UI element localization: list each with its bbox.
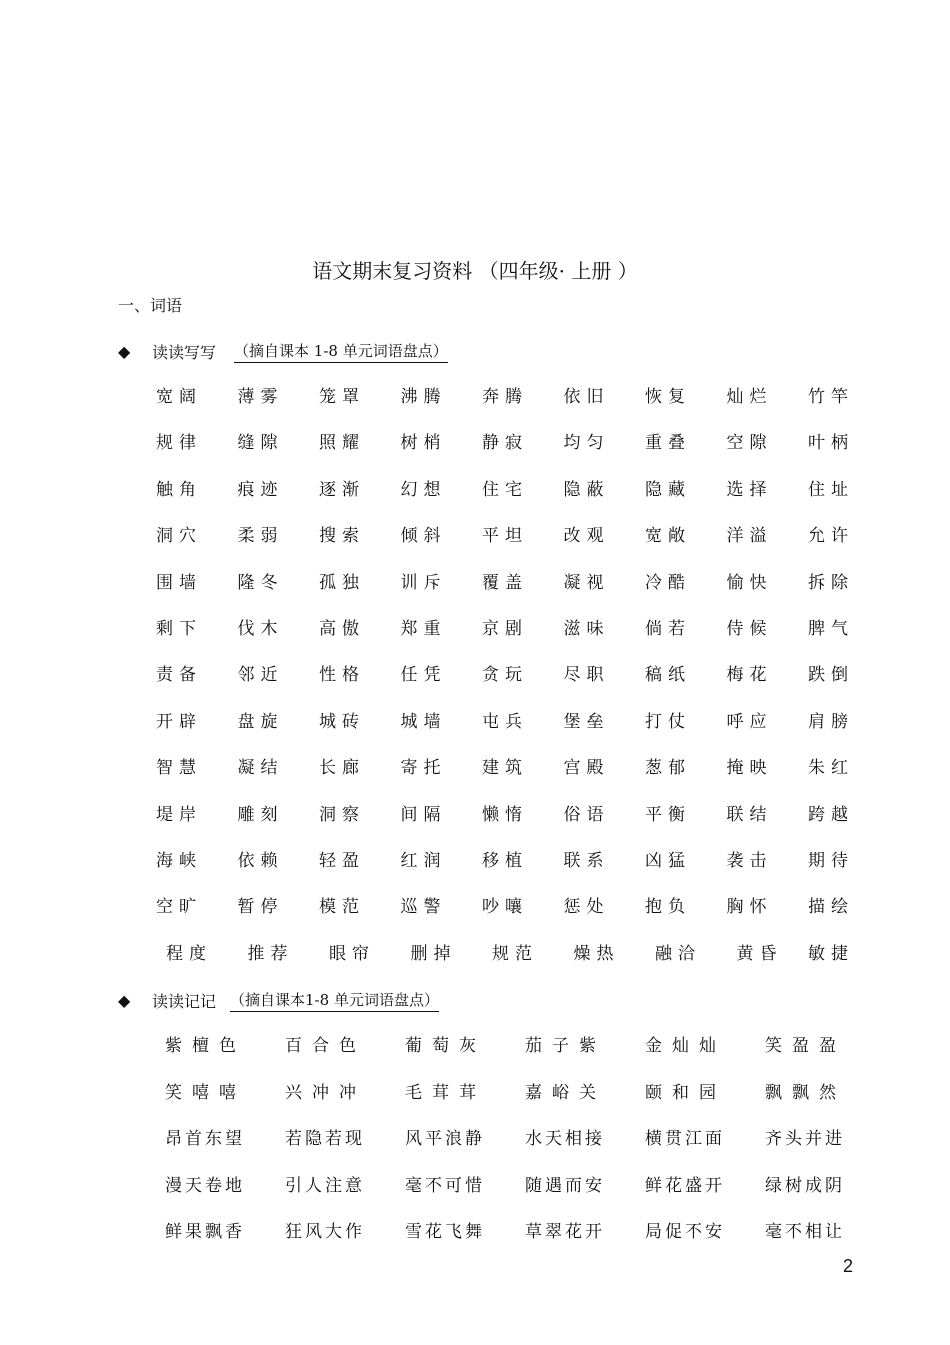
word: 智慧 [156,758,202,779]
word: 鲜花盛开 [645,1175,725,1196]
word: 叶柄 [808,433,854,454]
diamond-bullet-icon: ◆ [118,342,131,361]
word: 朱红 [808,758,854,779]
word: 空旷 [156,897,202,918]
word: 笑盈盈 [765,1036,846,1056]
word: 肩膀 [808,711,854,732]
word: 雕刻 [237,804,284,825]
word: 剩下 [156,618,202,639]
word: 责备 [156,665,202,686]
word: 掩映 [726,758,773,779]
word: 堡垒 [563,711,610,732]
word: 嘉峪关 [525,1082,606,1103]
word: 允许 [808,526,854,547]
word: 红润 [400,850,447,871]
word: 任凭 [400,665,447,686]
word: 葡萄灰 [405,1036,486,1056]
word: 隐蔽 [563,479,610,500]
word: 平衡 [645,804,691,825]
word: 局促不安 [645,1222,725,1243]
word: 灿烂 [726,387,773,407]
word: 间隔 [400,804,447,825]
word: 树梢 [400,433,447,454]
word: 百合色 [285,1036,366,1056]
word: 绿树成阴 [765,1175,845,1196]
subsection-label: 读读写写 [152,343,217,362]
word: 触角 [156,479,202,500]
word: 建筑 [482,758,528,779]
word: 训斥 [400,572,447,593]
word: 眼帘 [329,943,375,964]
word: 重叠 [645,433,691,454]
word: 期待 [808,850,854,871]
word: 隐藏 [645,479,691,500]
word: 邻近 [237,665,284,686]
word: 幻想 [400,479,447,500]
word: 茄子紫 [525,1036,606,1056]
word: 跌倒 [808,665,854,686]
word: 奔腾 [482,387,528,407]
word: 高傲 [319,618,365,639]
word: 水天相接 [525,1129,605,1150]
word: 住宅 [482,479,528,500]
word: 兴冲冲 [285,1082,366,1103]
word: 依赖 [237,850,284,871]
subsection-read-write [118,340,448,363]
word: 毫不相让 [765,1222,845,1243]
word: 洞穴 [156,526,202,547]
word: 凶猛 [645,850,691,871]
word: 围墙 [156,572,202,593]
word: 宽敞 [645,526,691,547]
word-grid-read-write [156,382,856,985]
word: 梅花 [726,665,773,686]
word: 拆除 [808,572,854,593]
word: 吵嚷 [482,897,528,918]
word: 金灿灿 [645,1036,726,1056]
word: 改观 [563,526,610,547]
word: 联系 [563,850,610,871]
word: 滋味 [563,618,610,639]
word: 雪花飞舞 [405,1222,485,1243]
word-grid-read-remember [165,1031,865,1264]
word: 暂停 [237,897,284,918]
word: 狂风大作 [285,1222,365,1243]
word: 跨越 [808,804,854,825]
word: 沸腾 [400,387,447,407]
word: 倘若 [645,618,691,639]
word: 寄托 [400,758,447,779]
word: 洋溢 [726,526,773,547]
word: 呼应 [726,711,773,732]
word: 郑重 [400,618,447,639]
word: 屯兵 [482,711,528,732]
word: 逐渐 [319,479,365,500]
word: 规律 [156,433,202,454]
word: 开辟 [156,711,202,732]
word: 俗语 [563,804,610,825]
word: 抱负 [645,897,691,918]
word: 若隐若现 [285,1129,365,1150]
word: 轻盈 [319,850,365,871]
word: 横贯江面 [645,1129,725,1150]
word: 住址 [808,479,854,500]
word: 草翠花开 [525,1222,605,1243]
word: 堤岸 [156,804,202,825]
word: 打仗 [645,711,691,732]
word: 风平浪静 [405,1129,485,1150]
word: 尽职 [563,665,610,686]
word: 移植 [482,850,528,871]
word: 齐头并进 [765,1129,845,1150]
subsection-source: （摘自课本 1-8 单元词语盘点） [234,340,448,363]
word: 紫檀色 [165,1036,246,1056]
page-number: 2 [842,1256,853,1276]
word: 冷酷 [645,572,691,593]
word: 恢复 [645,387,691,407]
word: 飘飘然 [765,1082,846,1103]
word: 城砖 [319,711,365,732]
word: 删掉 [410,943,457,964]
word: 胸怀 [726,897,773,918]
word: 侍候 [726,618,773,639]
subsection-source: （摘自课本1-8 单元词语盘点） [230,989,439,1012]
word: 隆冬 [237,572,284,593]
word: 盘旋 [237,711,284,732]
word: 缝隙 [237,433,284,454]
word: 竹竿 [808,387,854,407]
word: 笼罩 [319,387,365,407]
word: 毫不可惜 [405,1175,485,1196]
word: 颐和园 [645,1082,726,1103]
word: 鲜果飘香 [165,1222,245,1243]
word: 描绘 [808,897,854,918]
word: 凝结 [237,758,284,779]
word: 静寂 [482,433,528,454]
subsection-read-remember [118,989,439,1012]
word: 黄昏 [736,943,783,964]
word: 随遇而安 [525,1175,605,1196]
word: 洞察 [319,804,365,825]
word: 融洽 [655,943,701,964]
word: 毛茸茸 [405,1082,486,1103]
word: 袭击 [726,850,773,871]
subsection-label: 读读记记 [152,992,217,1011]
word: 漫天卷地 [165,1175,245,1196]
word: 痕迹 [237,479,284,500]
word: 平坦 [482,526,528,547]
word: 覆盖 [482,572,528,593]
word: 葱郁 [645,758,691,779]
word: 愉快 [726,572,773,593]
word: 贪玩 [482,665,528,686]
word: 长廊 [319,758,365,779]
word: 推荐 [247,943,294,964]
word: 引人注意 [285,1175,365,1196]
word: 空隙 [726,433,773,454]
word: 均匀 [563,433,610,454]
word: 凝视 [563,572,610,593]
word: 惩处 [563,897,610,918]
word: 脾气 [808,618,854,639]
word: 联结 [726,804,773,825]
word: 规范 [492,943,538,964]
diamond-bullet-icon: ◆ [118,991,131,1010]
word: 伐木 [237,618,284,639]
page-title: 语文期末复习资料 （四年级· 上册 ） [312,259,638,283]
word: 宽阔 [156,387,202,407]
word: 笑嘻嘻 [165,1082,246,1103]
word: 性格 [319,665,365,686]
word: 懒惰 [482,804,528,825]
word: 稿纸 [645,665,691,686]
word: 孤独 [319,572,365,593]
word: 京剧 [482,618,528,639]
word: 昂首东望 [165,1129,245,1150]
section-heading: 一、词语 [118,296,183,315]
word: 程度 [166,943,212,964]
word: 模范 [319,897,365,918]
word: 宫殿 [563,758,610,779]
word: 敏捷 [808,943,854,964]
word: 海峡 [156,850,202,871]
word: 薄雾 [237,387,284,407]
word: 城墙 [400,711,447,732]
word: 照耀 [319,433,365,454]
word: 依旧 [563,387,610,407]
word: 选择 [726,479,773,500]
word: 燥热 [573,943,620,964]
word: 倾斜 [400,526,447,547]
word: 搜索 [319,526,365,547]
word: 巡警 [400,897,447,918]
word: 柔弱 [237,526,284,547]
